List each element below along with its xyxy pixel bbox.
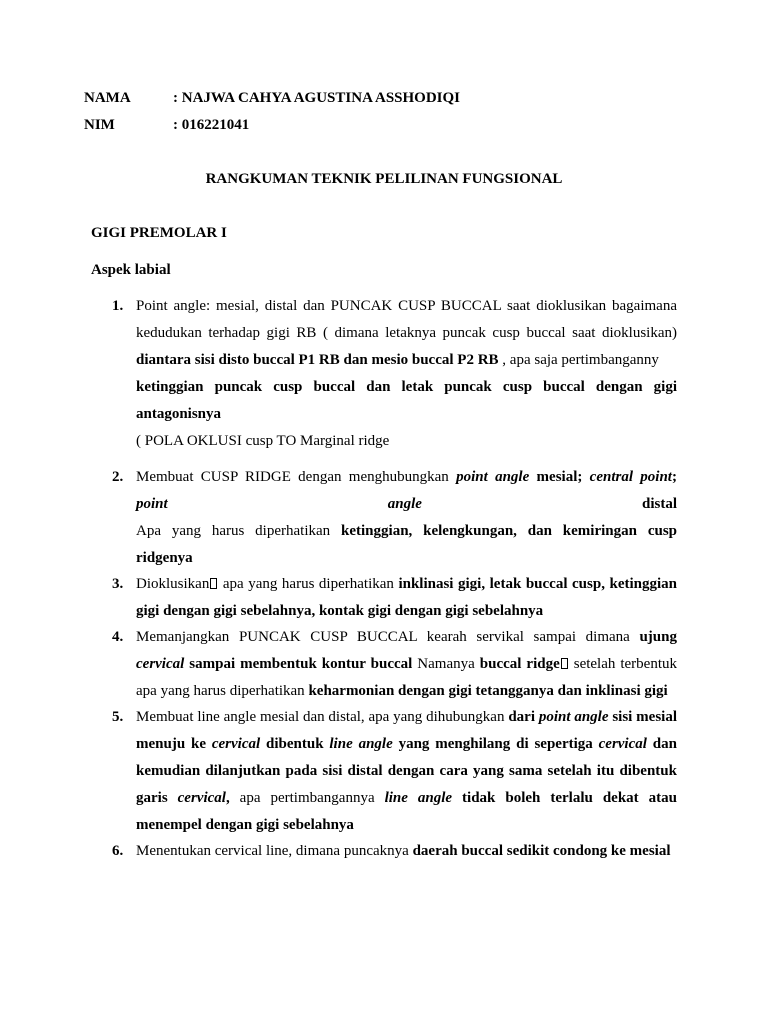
text-run: point angle bbox=[538, 709, 609, 725]
text-run: menuju ke bbox=[136, 736, 212, 752]
text-run: Membuat line angle mesial dan distal, apa yang dihubungkan bbox=[136, 709, 509, 725]
text-run: ridgenya bbox=[136, 550, 193, 566]
text-run: dibentuk bbox=[260, 736, 330, 752]
text-run: cervical bbox=[211, 736, 261, 752]
text-run: dan bbox=[646, 736, 677, 752]
text-run: yang menghilang di sepertiga bbox=[392, 736, 599, 752]
nim-value: : 016221041 bbox=[173, 117, 250, 133]
text-run: point angle bbox=[456, 469, 530, 485]
text-run: Namanya bbox=[412, 656, 480, 672]
list-item-number: 3. bbox=[112, 576, 124, 592]
text-run: ; bbox=[671, 469, 677, 485]
missing-glyph-box bbox=[561, 658, 568, 669]
list-item-line bbox=[136, 709, 677, 726]
text-run: diantara sisi disto buccal P1 RB dan mesio buccal P2 RB bbox=[136, 352, 499, 368]
text-run: garis bbox=[136, 790, 178, 806]
list-item-number: 4. bbox=[112, 629, 124, 645]
text-run: dari bbox=[508, 709, 539, 725]
list-item-line bbox=[136, 843, 677, 860]
text-run: cervical bbox=[598, 736, 647, 752]
text-run: kemudian dilanjutkan pada sisi distal dengan cara yang sama setelah itu dibentuk bbox=[136, 763, 677, 779]
list-item-line bbox=[136, 683, 677, 700]
list-item-number: 1. bbox=[112, 298, 124, 314]
text-run: sampai membentuk kontur buccal bbox=[184, 656, 413, 672]
list-item-line bbox=[136, 406, 677, 423]
text-run: inklinasi gigi, letak buccal cusp, ketinggian bbox=[398, 576, 677, 592]
text-run: Dioklusikan bbox=[136, 576, 210, 592]
text-run: setelah terbentuk bbox=[568, 656, 677, 672]
list-item-line bbox=[136, 523, 677, 540]
list-item-line bbox=[136, 433, 677, 450]
list-item-line bbox=[136, 763, 677, 780]
text-run: line angle bbox=[384, 790, 453, 806]
list-item-line bbox=[136, 576, 677, 593]
list-item-line bbox=[136, 550, 677, 567]
list-item-line bbox=[136, 629, 677, 646]
text-run: apa yang harus diperhatikan bbox=[136, 683, 309, 699]
nama-value: : NAJWA CAHYA AGUSTINA ASSHODIQI bbox=[173, 90, 461, 106]
text-run: , apa saja pertimbanganny bbox=[498, 352, 659, 368]
text-run: cervical bbox=[177, 790, 226, 806]
list-item-line bbox=[136, 736, 677, 753]
list-item-line bbox=[136, 352, 677, 369]
text-run: apa yang harus diperhatikan bbox=[218, 576, 399, 592]
text-run: Point angle: mesial, distal dan PUNCAK CUSP BUCCAL saat dioklusikan bagaimana bbox=[136, 298, 677, 314]
text-run: tidak boleh terlalu dekat atau bbox=[452, 790, 677, 806]
text-run: mesial; bbox=[529, 469, 590, 485]
text-run: menempel dengan gigi sebelahnya bbox=[136, 817, 354, 833]
list-item-line bbox=[136, 469, 677, 486]
list-item-line bbox=[136, 298, 677, 315]
text-run: antagonisnya bbox=[136, 406, 222, 422]
list-item-line bbox=[136, 325, 677, 342]
list-item-number: 2. bbox=[112, 469, 124, 485]
list-item-line bbox=[136, 817, 677, 834]
text-run: Memanjangkan PUNCAK CUSP BUCCAL kearah servikal sampai dimana bbox=[136, 629, 640, 645]
text-run: buccal ridge bbox=[479, 656, 560, 672]
text-run: apa pertimbangannya bbox=[229, 790, 385, 806]
text-run: distal bbox=[421, 496, 677, 512]
nama-label: NAMA bbox=[84, 90, 131, 106]
list-item-number: 5. bbox=[112, 709, 124, 725]
text-run: cervical bbox=[136, 656, 185, 672]
document-title: RANGKUMAN TEKNIK PELILINAN FUNGSIONAL bbox=[205, 171, 563, 187]
text-run: gigi dengan gigi sebelahnya, kontak gigi dengan gigi sebelahnya bbox=[136, 603, 544, 619]
list-item-line bbox=[136, 790, 677, 807]
list-item-line bbox=[136, 379, 677, 396]
list-item-line bbox=[136, 496, 677, 513]
list-item-number: 6. bbox=[112, 843, 124, 859]
text-run: ujung bbox=[639, 629, 677, 645]
text-run: Apa yang harus diperhatikan bbox=[136, 523, 342, 539]
text-run: ketinggian, kelengkungan, dan kemiringan cusp bbox=[341, 523, 678, 539]
subsection-heading: Aspek labial bbox=[91, 262, 171, 278]
text-run: Menentukan cervical line, dimana puncaknya bbox=[136, 843, 413, 859]
text-run: point angle bbox=[136, 496, 422, 512]
list-item-line bbox=[136, 603, 677, 620]
text-run: Membuat CUSP RIDGE dengan menghubungkan bbox=[136, 469, 457, 485]
text-run: central point bbox=[589, 469, 672, 485]
text-run: ketinggian puncak cusp buccal dan letak puncak cusp buccal dengan gigi bbox=[136, 379, 677, 395]
text-run: line angle bbox=[329, 736, 393, 752]
text-run: ( POLA OKLUSI cusp TO Marginal ridge bbox=[136, 433, 390, 449]
nim-label: NIM bbox=[84, 117, 115, 133]
list-item-line bbox=[136, 656, 677, 673]
missing-glyph-box bbox=[210, 578, 217, 589]
text-run: sisi mesial bbox=[608, 709, 677, 725]
text-run: keharmonian dengan gigi tetangganya dan inklinasi gigi bbox=[308, 683, 668, 699]
text-run: , bbox=[225, 790, 230, 806]
section-heading: GIGI PREMOLAR I bbox=[91, 225, 227, 241]
text-run: kedudukan terhadap gigi RB ( dimana letaknya puncak cusp buccal saat dioklusikan) bbox=[136, 325, 677, 341]
text-run: daerah buccal sedikit condong ke mesial bbox=[412, 843, 671, 859]
